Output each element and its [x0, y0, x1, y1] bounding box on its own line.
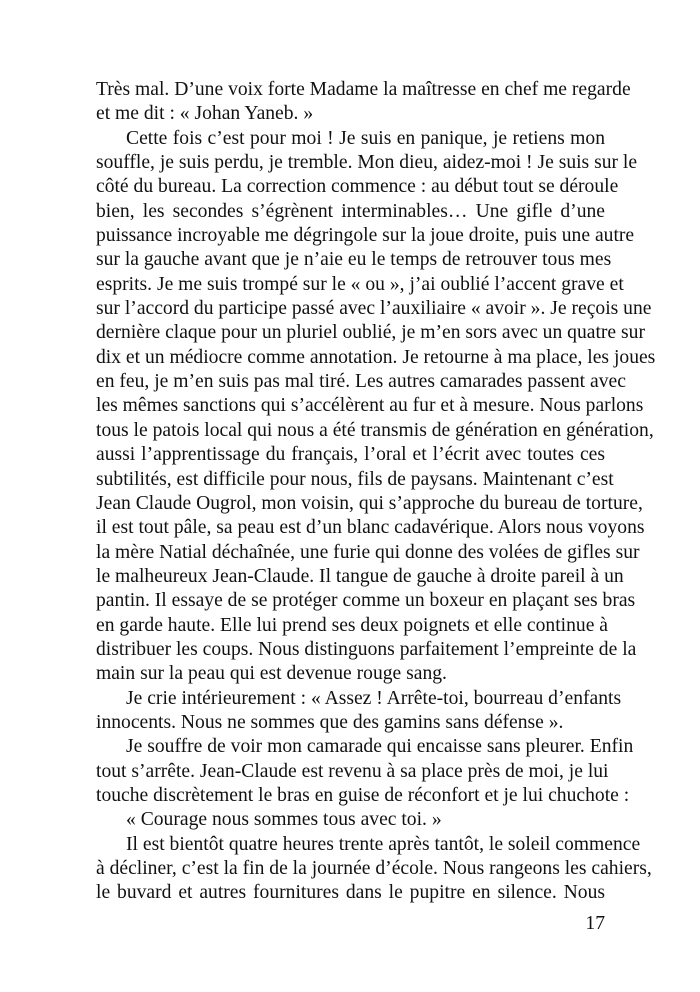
text-line: les mêmes sanctions qui s’accélèrent au fur et à mesure. Nous parlons: [96, 395, 644, 417]
text-line: Cette fois c’est pour moi ! Je suis en panique, je retiens mon: [126, 127, 605, 149]
text-line: Je crie intérieurement : « Assez ! Arrête-toi, bourreau d’enfants: [126, 687, 622, 709]
text-line: « Courage nous sommes tous avec toi. »: [126, 809, 442, 831]
text-line: le buvard et autres fournitures dans le pupitre en silence. Nous: [96, 882, 605, 904]
text-line: et me dit : « Johan Yaneb. »: [96, 103, 314, 125]
text-line: touche discrètement le bras en guise de réconfort et je lui chuchote :: [96, 784, 630, 806]
text-line: sur l’accord du participe passé avec l’auxiliaire « avoir ». Je reçois une: [96, 298, 652, 320]
text-line: dernière claque pour un pluriel oublié, je m’en sors avec un quatre sur: [96, 322, 645, 344]
text-line: tous le patois local qui nous a été transmis de génération en génération,: [96, 419, 654, 441]
text-line: esprits. Je me suis trompé sur le « ou », j’ai oublié l’accent grave et: [96, 273, 624, 295]
text-line: en feu, je m’en suis pas mal tiré. Les autres camarades passent avec: [96, 371, 626, 393]
text-line: puissance incroyable me dégringole sur la joue droite, puis une autre: [96, 225, 635, 247]
text-line: subtilités, est difficile pour nous, fils de paysans. Maintenant c’est: [96, 468, 614, 490]
text-line: le malheureux Jean-Claude. Il tangue de gauche à droite pareil à un: [96, 565, 624, 587]
text-line: bien, les secondes s’égrènent interminables… Une gifle d’une: [96, 200, 605, 222]
text-line: sur la gauche avant que je n’aie eu le temps de retrouver tous mes: [96, 249, 612, 271]
text-line: tout s’arrête. Jean-Claude est revenu à sa place près de moi, je lui: [96, 760, 609, 782]
text-line: main sur la peau qui est devenue rouge sang.: [96, 663, 447, 685]
text-line: Il est bientôt quatre heures trente après tantôt, le soleil commence: [126, 833, 641, 855]
text-line: à décliner, c’est la fin de la journée d’école. Nous rangeons les cahiers,: [96, 858, 652, 879]
text-line: souffle, je suis perdu, je tremble. Mon dieu, aidez-moi ! Je suis sur le: [96, 152, 638, 174]
text-line: aussi l’apprentissage du français, l’oral et l’écrit avec toutes ces: [96, 444, 605, 466]
text-line: en garde haute. Elle lui prend ses deux poignets et elle continue à: [96, 614, 608, 636]
text-line: la mère Natial déchaînée, une furie qui donne des volées de gifles sur: [96, 541, 640, 563]
text-line: Je souffre de voir mon camarade qui encaisse sans pleurer. Enfin: [126, 736, 634, 758]
text-line: pantin. Il essaye de se protéger comme un boxeur en plaçant ses bras: [96, 590, 636, 612]
text-line: côté du bureau. La correction commence : au début tout se déroule: [96, 176, 619, 198]
page-number: 17: [585, 913, 605, 934]
text-line: dix et un médiocre comme annotation. Je retourne à ma place, les joues: [96, 346, 656, 368]
text-line: il est tout pâle, sa peau est d’un blanc cadavérique. Alors nous voyons: [96, 517, 645, 539]
text-line: innocents. Nous ne sommes que des gamins sans défense ».: [96, 711, 564, 733]
text-line: Très mal. D’une voix forte Madame la maîtresse en chef me regarde: [96, 79, 631, 100]
text-line: distribuer les coups. Nous distinguons parfaitement l’empreinte de la: [96, 638, 637, 660]
text-line: Jean Claude Ougrol, mon voisin, qui s’approche du bureau de torture,: [96, 492, 643, 514]
page-body-text: [96, 78, 656, 906]
